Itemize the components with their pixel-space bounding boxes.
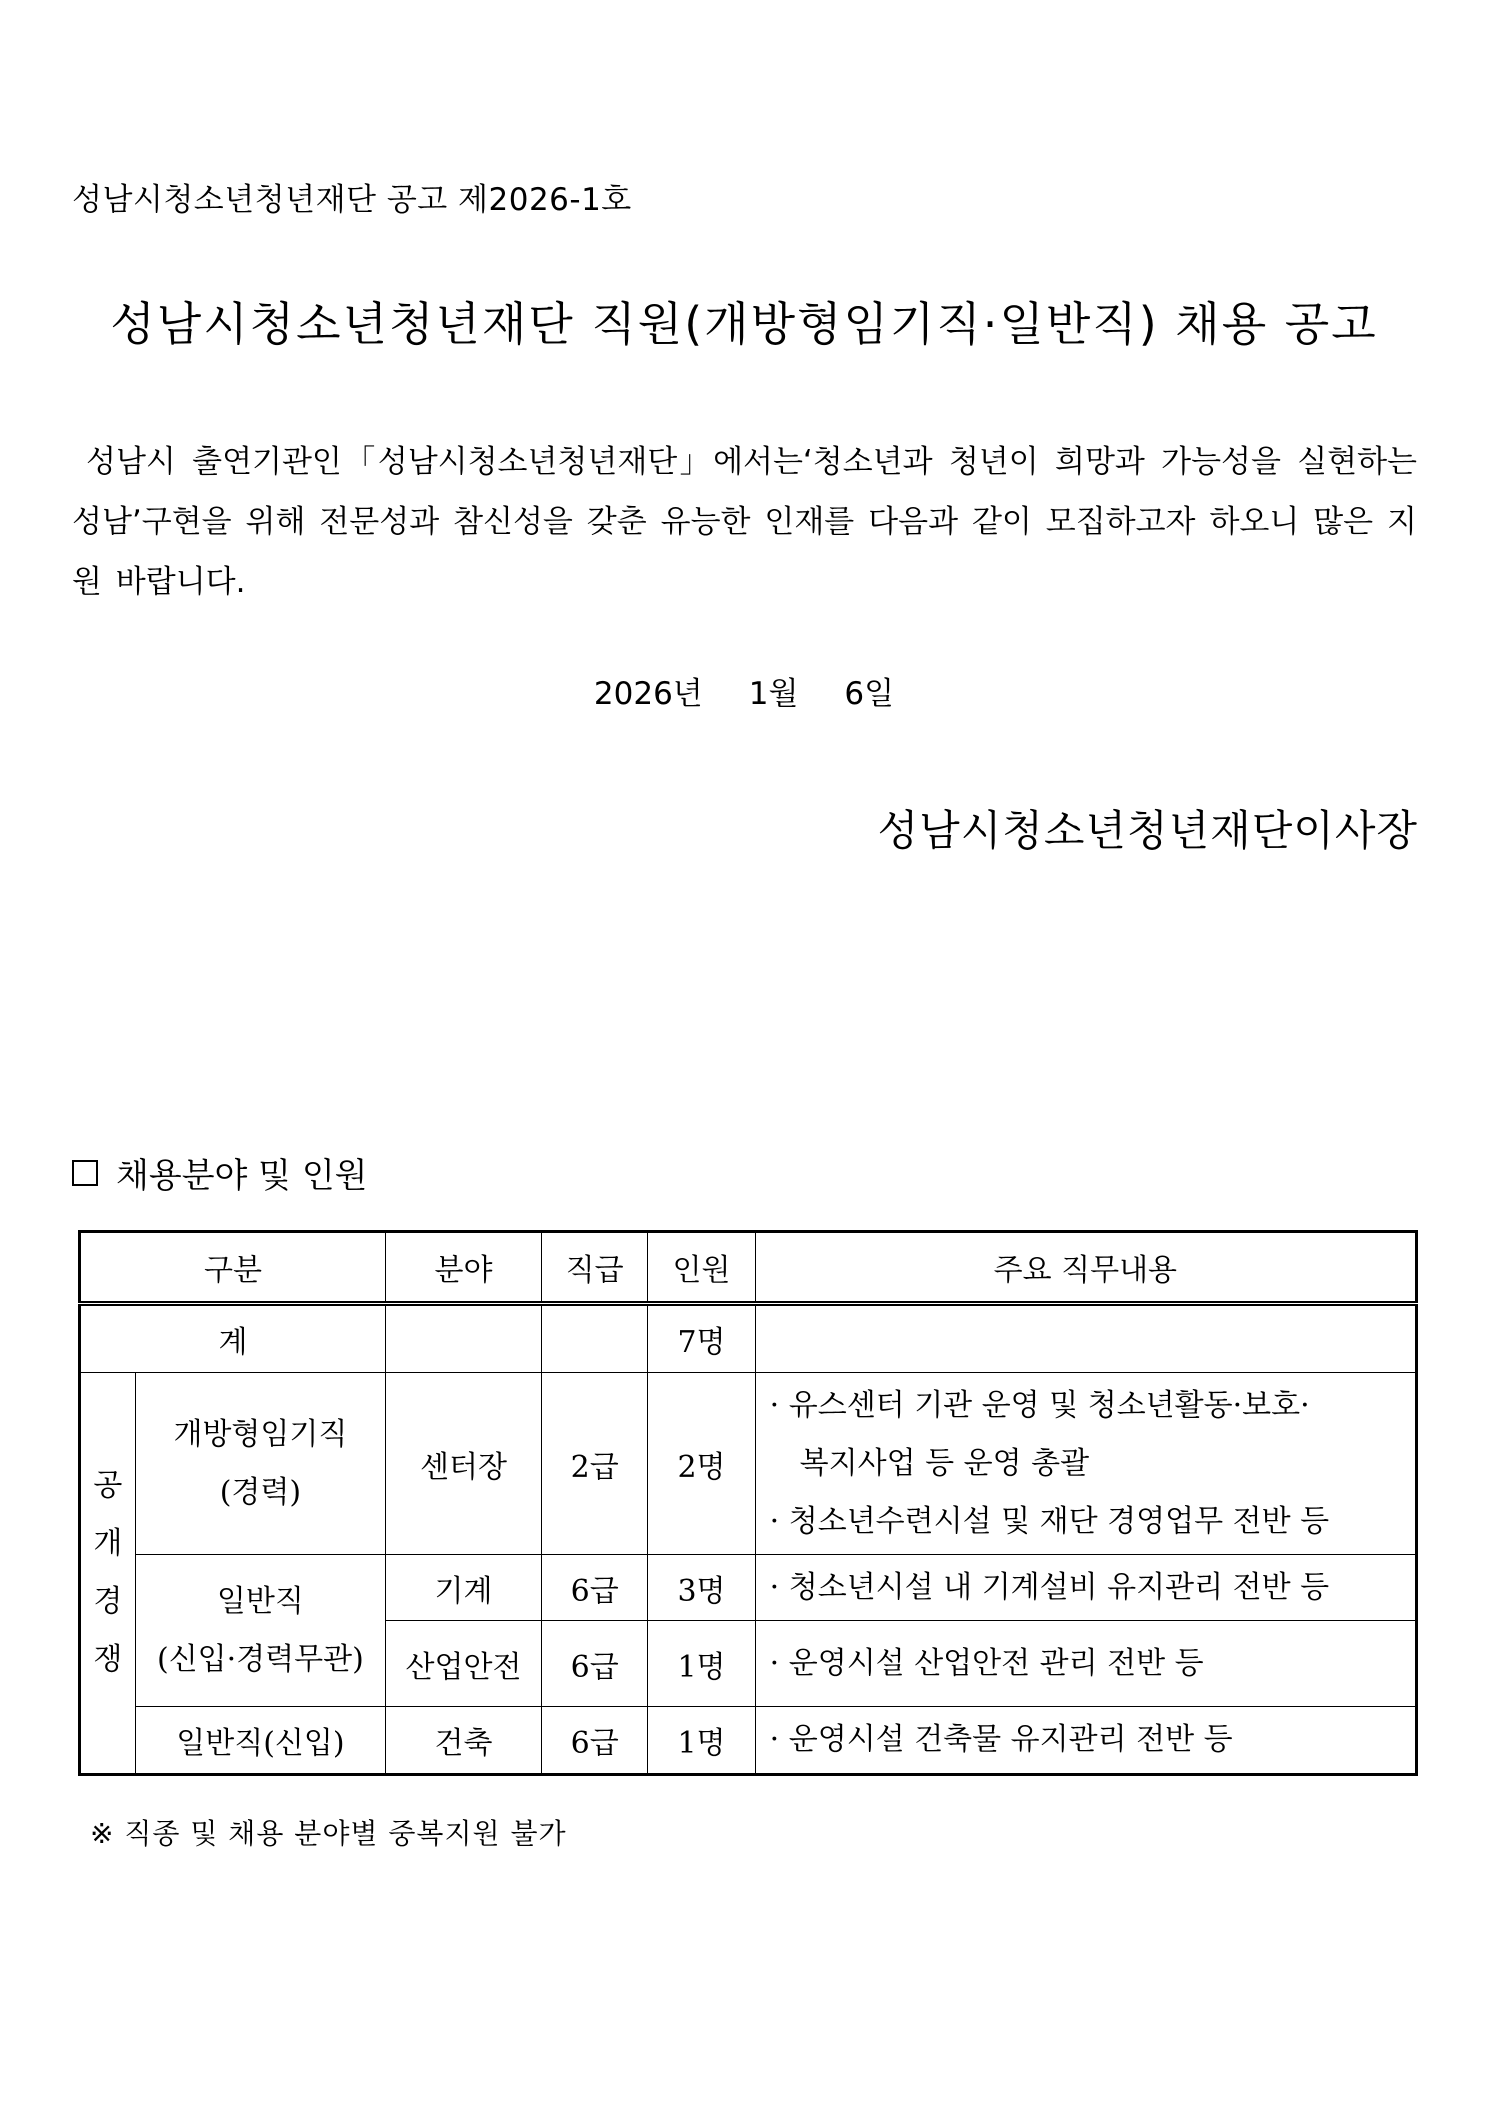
- row-duties: [755, 1373, 1416, 1555]
- total-field: [386, 1304, 542, 1373]
- row-grade: 2급: [541, 1373, 647, 1555]
- table-row: [80, 1707, 1417, 1775]
- footnote: ※ 직종 및 채용 분야별 중복지원 불가: [90, 1817, 567, 1850]
- row-field: 건축: [386, 1707, 542, 1775]
- section-heading-text: 채용분야 및 인원: [116, 1156, 368, 1196]
- row-duties: [755, 1555, 1416, 1621]
- group-label-char: 쟁: [93, 1642, 123, 1677]
- section-heading: [72, 1148, 368, 1197]
- row-grade: 6급: [541, 1621, 647, 1707]
- table-row: [80, 1555, 1417, 1621]
- group-label-open-competition: [80, 1373, 136, 1775]
- duty-line: 복지사업 등 운영 총괄: [799, 1445, 1090, 1481]
- row-count: 3명: [648, 1555, 755, 1621]
- row-type-line: 일반직(신입): [176, 1726, 345, 1761]
- table-row: [80, 1373, 1417, 1555]
- row-field: 산업안전: [386, 1621, 542, 1707]
- row-count: 1명: [648, 1707, 755, 1775]
- table-row-total: [80, 1304, 1417, 1373]
- row-type-line: 일반직: [216, 1583, 304, 1619]
- date-day: 6일: [844, 676, 895, 712]
- total-count: 7명: [648, 1304, 755, 1373]
- row-count: 2명: [648, 1373, 755, 1555]
- table-header-row: [80, 1232, 1417, 1304]
- row-type: [135, 1707, 385, 1775]
- intro-text: 성남시 출연기관인「성남시청소년청년재단」에서는‘청소년과 청년이 희망과 가능성을 실현하는 성남’구현을 위해 전문성과 참신성을 갖춘 유능한 인재를 다음과 같이 모집하고자 하오니 많은 지원 바랍니다.: [72, 444, 1417, 600]
- row-grade: 6급: [541, 1555, 647, 1621]
- header-duties: 주요 직무내용: [755, 1232, 1416, 1304]
- page-title: 성남시청소년청년재단 직원(개방형임기직·일반직) 채용 공고: [110, 297, 1378, 351]
- total-duties: [755, 1304, 1416, 1373]
- recruitment-table: [78, 1230, 1418, 1776]
- announcement-date: [0, 668, 1488, 713]
- row-duties: [755, 1707, 1416, 1775]
- row-count: 1명: [648, 1621, 755, 1707]
- duty-line: · 유스센터 기관 운영 및 청소년활동·보호·: [769, 1387, 1310, 1423]
- row-field: 기계: [386, 1555, 542, 1621]
- total-label: 계: [80, 1304, 386, 1373]
- duty-line: · 청소년수련시설 및 재단 경영업무 전반 등: [769, 1503, 1330, 1539]
- header-count: 인원: [648, 1232, 755, 1304]
- header-field: 분야: [386, 1232, 542, 1304]
- row-grade: 6급: [541, 1707, 647, 1775]
- group-label-char: 공: [93, 1468, 123, 1503]
- group-label-char: 경: [93, 1584, 123, 1619]
- duty-line: · 운영시설 건축물 유지관리 전반 등: [769, 1722, 1233, 1757]
- checkbox-square-icon: [72, 1160, 98, 1186]
- row-type-line: (신입·경력무관): [156, 1641, 364, 1677]
- header-grade: 직급: [541, 1232, 647, 1304]
- header-category: 구분: [80, 1232, 386, 1304]
- duty-line: · 운영시설 산업안전 관리 전반 등: [769, 1645, 1204, 1681]
- date-month: 1월: [748, 676, 799, 712]
- row-type: [135, 1373, 385, 1555]
- intro-paragraph: [72, 432, 1417, 612]
- row-duties: [755, 1621, 1416, 1707]
- date-year: 2026년: [593, 676, 703, 712]
- group-label-char: 개: [93, 1526, 123, 1561]
- row-type: [135, 1555, 385, 1707]
- row-type-line: (경력): [219, 1474, 302, 1510]
- duty-line: · 청소년시설 내 기계설비 유지관리 전반 등: [769, 1569, 1330, 1605]
- row-type-line: 개방형임기직: [173, 1416, 348, 1452]
- signer: 성남시청소년청년재단이사장: [877, 806, 1418, 855]
- notice-number: 성남시청소년청년재단 공고 제2026-1호: [72, 182, 632, 218]
- total-grade: [541, 1304, 647, 1373]
- row-field: 센터장: [386, 1373, 542, 1555]
